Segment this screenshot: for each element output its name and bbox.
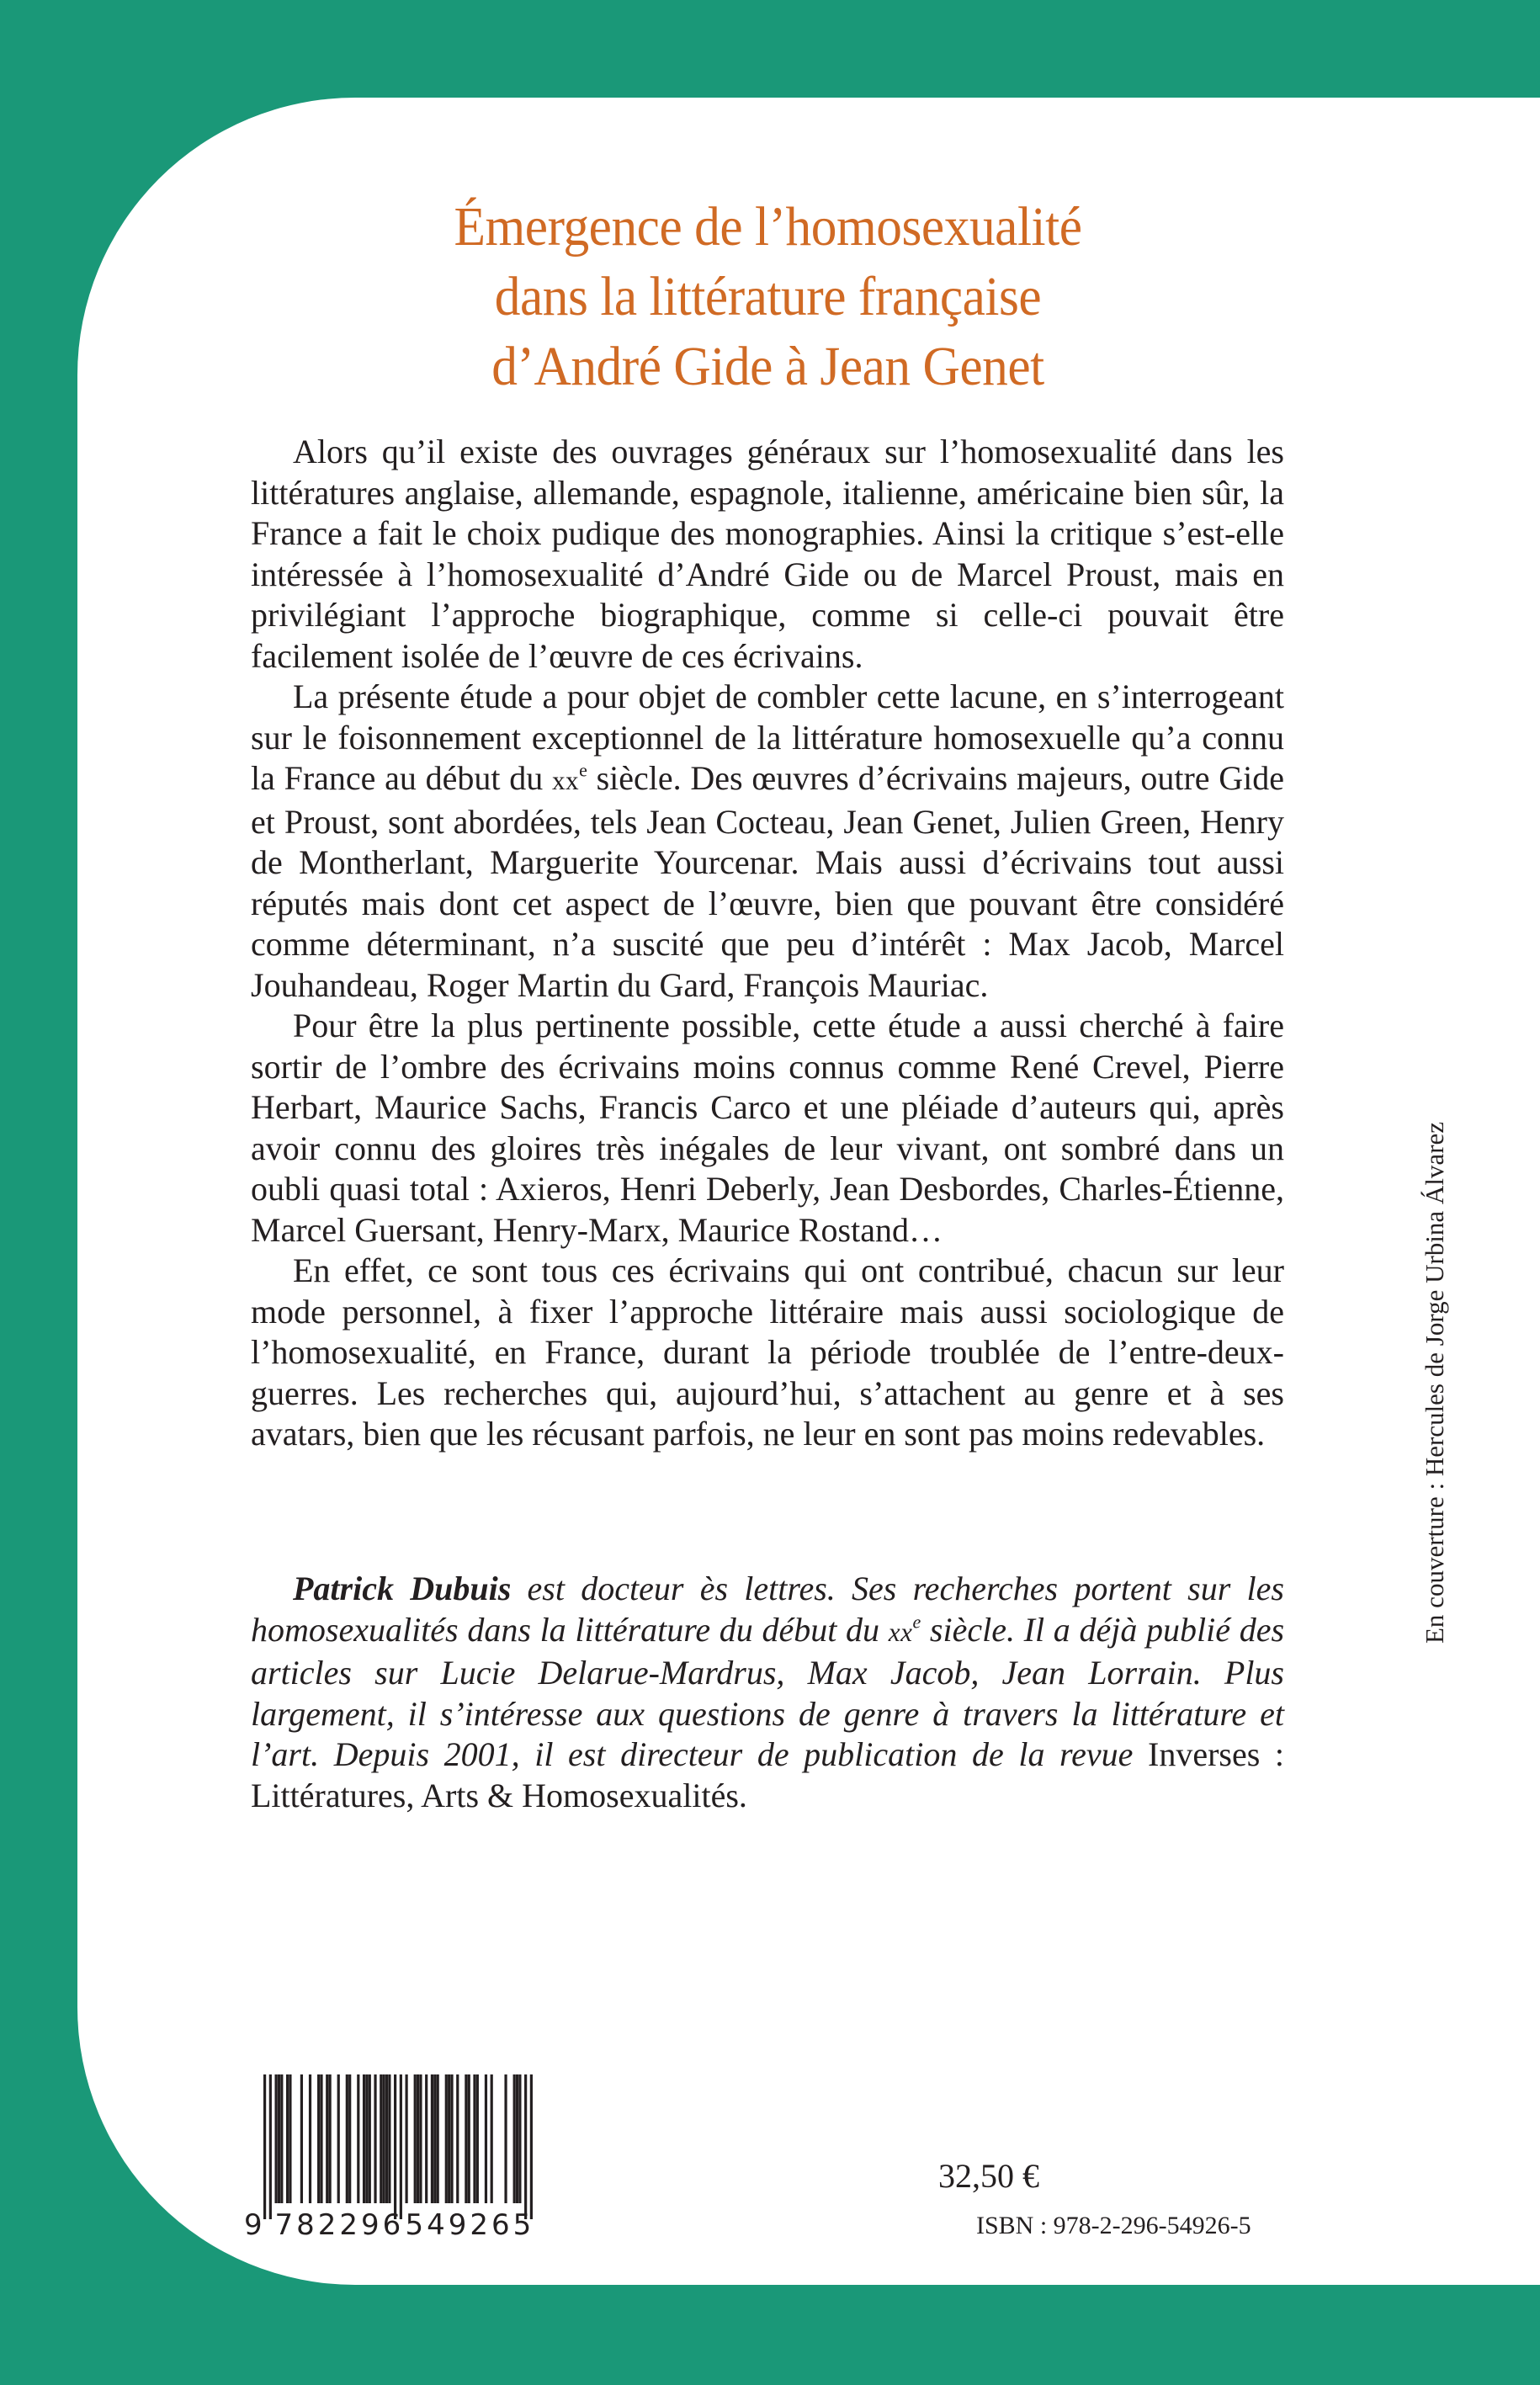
summary-paragraph-4: En effet, ce sont tous ces écrivains qui ont contribué, chacun sur leur mode personnel, à fixer l’approche littéraire mais aussi sociologique de l’homosexualité, en France, durant la période troublée de l’entre-deux-guerres. Les recherches qui, aujourd’hui, s’attachent au genre et à ses avatars, bien que les récusant parfois, ne leur en sont pas moins redevables.: [251, 1251, 1284, 1453]
barcode-bar: [530, 2074, 533, 2219]
barcode-bar: [516, 2074, 518, 2203]
bio-text: est docteur ès lettres. Ses recherches portent sur les homosexualités dans la littérature du début du: [251, 1570, 1284, 1649]
barcode-first-digit: 9: [244, 2208, 266, 2240]
barcode-right-digits: 549265: [405, 2208, 535, 2240]
isbn-barcode: [244, 2072, 547, 2240]
barcode-bar: [518, 2074, 521, 2203]
barcode-bar: [365, 2074, 368, 2203]
barcode-bar: [320, 2074, 322, 2203]
barcode-bar: [357, 2074, 359, 2203]
barcode-bar: [485, 2074, 487, 2203]
summary-paragraph-1: Alors qu’il existe des ouvrages généraux sur l’homosexualité dans les littératures anglaise, allemande, espagnole, italienne, américaine bien sûr, la France a fait le choix pudique des monographies. Ainsi la critique s’est-elle intéressée à l’homosexualité d’André Gide ou de Marcel Proust, mais en privilégiant l’approche biographique, comme si celle-ci pouvait être facilement isolée de l’œuvre de ces écrivains.: [251, 433, 1284, 675]
barcode-bar: [286, 2074, 289, 2203]
barcode-bar: [300, 2074, 303, 2203]
barcode-bar: [394, 2074, 396, 2219]
summary-paragraph-2: [251, 677, 1284, 1006]
barcode-bar: [309, 2074, 311, 2203]
barcode-bar: [337, 2074, 340, 2203]
paragraph-text: La présente étude a pour objet de combler cette lacune, en s’interrogeant sur le foisonnement exceptionnel de la littérature homosexuelle qu’a connu la France au début du: [251, 677, 1284, 797]
author-bio: [251, 1569, 1284, 1816]
century-superscript: e: [912, 1611, 921, 1633]
barcode-bar: [380, 2074, 382, 2203]
barcode-bar: [504, 2074, 507, 2203]
barcode-bar: [346, 2074, 348, 2203]
barcode-bar: [400, 2074, 402, 2219]
bio-text: siècle. Il a déjà publié des articles sur Lucie Delarue-Mardrus, Max Jacob, Jean Lorrain. Plus largement, il s’intéresse aux questions de genre à travers la littérature et l’art. Depuis 2001, il est directeur de publication de la revue: [251, 1610, 1285, 1773]
barcode-bar: [317, 2074, 320, 2203]
barcode-bar: [269, 2074, 272, 2219]
barcode-bar: [419, 2074, 422, 2203]
barcode-bar: [476, 2074, 479, 2203]
paragraph-text: siècle. Des œuvres d’écrivains majeurs, outre Gide et Proust, sont abordées, tels Jean Cocteau, Jean Genet, Julien Green, Henry de Montherlant, Marguerite Yourcenar. Mais aussi d’écrivains tout aussi réputés mais dont cet aspect de l’œuvre, bien que pouvant être considéré comme déterminant, n’a suscité que peu d’intérêt : Max Jacob, Marcel Jouhandeau, Roger Martin du Gard, François Mauriac.: [251, 759, 1284, 1004]
barcode-bar: [348, 2074, 351, 2203]
barcode-bar: [456, 2074, 459, 2203]
isbn-number: ISBN : 978-2-296-54926-5: [976, 2212, 1251, 2239]
title-line-2: dans la littérature française: [494, 266, 1042, 327]
barcode-bar: [406, 2074, 408, 2203]
barcode-bar: [280, 2074, 283, 2203]
barcode-bar: [363, 2074, 365, 2203]
barcode-bar: [374, 2074, 376, 2203]
price: 32,50 €: [938, 2157, 1039, 2195]
barcode-bar: [433, 2074, 436, 2203]
barcode-bar: [445, 2074, 448, 2203]
barcode-bar: [385, 2074, 388, 2203]
century-numeral: xx: [888, 1617, 913, 1647]
author-bio-paragraph: [251, 1569, 1284, 1816]
barcode-bar: [388, 2074, 390, 2203]
cover-credit: En couverture : Hercules de Jorge Urbina Álvarez: [1420, 1121, 1449, 1644]
barcode-left-digits: 782296: [274, 2208, 405, 2240]
barcode-bar: [448, 2074, 450, 2203]
century-superscript: e: [579, 759, 587, 781]
barcode-bar: [437, 2074, 439, 2203]
barcode-bar: [465, 2074, 467, 2203]
barcode-bar: [383, 2074, 385, 2203]
barcode-bar: [425, 2074, 427, 2203]
title-line-3: d’André Gide à Jean Genet: [491, 336, 1044, 397]
barcode-bar: [289, 2074, 291, 2203]
barcode-bar: [278, 2074, 280, 2203]
barcode-bar: [524, 2074, 527, 2219]
barcode-bar: [329, 2074, 332, 2203]
barcode-bar: [473, 2074, 475, 2203]
barcode-bar: [491, 2074, 493, 2203]
century-numeral: xx: [551, 766, 580, 795]
barcode-bar: [417, 2074, 419, 2203]
barcode-graphic: [244, 2072, 547, 2240]
barcode-bar: [274, 2074, 277, 2203]
barcode-bar: [468, 2074, 470, 2203]
book-summary: [251, 432, 1284, 1455]
barcode-bar: [326, 2074, 328, 2203]
barcode-bar: [431, 2074, 433, 2203]
author-name: Patrick Dubuis: [293, 1570, 512, 1607]
book-title: [289, 192, 1247, 401]
barcode-bar: [369, 2074, 371, 2203]
journal-title: Inverses : Littératures, Arts & Homosexualités: [251, 1735, 1284, 1814]
barcode-bar: [414, 2074, 417, 2203]
title-line-1: Émergence de l’homosexualité: [454, 196, 1082, 258]
bio-end: .: [738, 1776, 747, 1814]
barcode-bar: [263, 2074, 266, 2219]
barcode-bar: [513, 2074, 516, 2203]
barcode-bar: [450, 2074, 453, 2203]
summary-paragraph-3: Pour être la plus pertinente possible, cette étude a aussi cherché à faire sortir de l’ombre des écrivains moins connus comme René Crevel, Pierre Herbart, Maurice Sachs, Francis Carco et une pléiade d’auteurs qui, après avoir connu des gloires très inégales de leur vivant, ont sombré dans un oubli quasi total : Axieros, Henri Deberly, Jean Desbordes, Charles-Étienne, Marcel Guersant, Henry-Marx, Maurice Rostand…: [251, 1007, 1284, 1249]
